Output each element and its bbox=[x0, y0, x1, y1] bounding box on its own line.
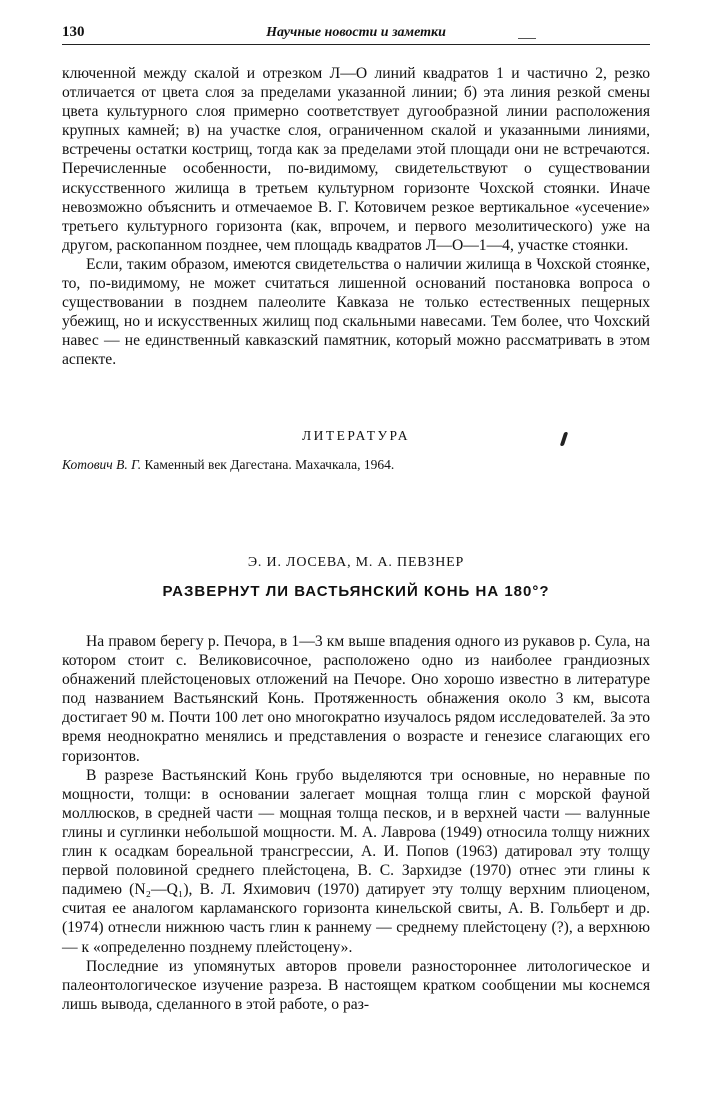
paragraph: На правом берегу р. Печора, в 1—3 км выше впадения одного из рукавов р. Сула, на котором стоит с. Великовисочное, расположено одно из наиболее грандиозных обнажений плейстоценовых отложений на Печоре. Оно хорошо известно в литературе под названием Вастьянский Конь. Протяженность обнажения около 3 км, высота достигает 90 м. Почти 100 лет оно многократно изучалось рядом исследователей. За это время неоднократно менялись и представления о возрасте и генезисе слагающих его горизонтов. bbox=[62, 633, 650, 765]
paragraph: Последние из упомянутых авторов провели разностороннее литологическое и палеонтологическое изучение разреза. В настоящем кратком сообщении мы коснемся лишь вывода, сделанного в этой работе, о раз- bbox=[62, 957, 650, 1013]
article-authors: Э. И. ЛОСЕВА, М. А. ПЕВЗНЕР bbox=[247, 555, 465, 570]
paragraph: Если, таким образом, имеются свидетельства о наличии жилища в Чохской стоянке, то, по-видимому, не может считаться лишенной оснований постановка вопроса о существовании в позднем палеолите Кавказа не только естественных пещерных убежищ, но и искусственных жилищ под скальными навесами. Тем более, что Чохский навес — не единственный кавказский памятник, который можно рассматривать в этом аспекте. bbox=[62, 255, 650, 369]
literature-heading: ЛИТЕРАТУРА bbox=[301, 428, 411, 443]
article-text bbox=[62, 632, 650, 1014]
running-head bbox=[62, 24, 650, 45]
reference-text: Каменный век Дагестана. Махачкала, 1964. bbox=[144, 457, 395, 472]
article-title: РАЗВЕРНУТ ЛИ ВАСТЬЯНСКИЙ КОНЬ НА 180°? bbox=[162, 583, 550, 600]
reference-entry bbox=[62, 457, 650, 473]
page-number: 130 bbox=[62, 24, 85, 40]
print-mark bbox=[518, 38, 536, 39]
previous-article-text bbox=[62, 64, 650, 370]
reference-author: Котович В. Г. bbox=[62, 457, 142, 472]
running-title: Научные новости и заметки bbox=[266, 25, 446, 40]
paragraph: ключенной между скалой и отрезком Л—О линий квадратов 1 и частично 2, резко отличается от цвета слоя за пределами указанной линии; б) эта линия резкой смены цвета культурного слоя примерно соответствует дугообразной линии расположения крупных камней; в) на участке слоя, ограниченном скалой и указанными линиями, встречены остатки кострищ, тогда как за пределами этой площади они не встречаются. Перечисленные особенности, по-видимому, свидетельствуют о существовании искусственного жилища в третьем культурном горизонте Чохской стоянки. Иначе невозможно объяснить и отмечаемое В. Г. Котовичем резкое вертикальное «усечение» третьего культурного горизонта (как, впрочем, и первого мезолитического) уже на другом, раскопанном позднее, чем площадь квадратов Л—О—1—4, участке стоянки. bbox=[62, 65, 650, 254]
paragraph: В разрезе Вастьянский Конь грубо выделяются три основные, но неравные по мощности, толщи: в основании залегает мощная толща глин с морской фауной моллюсков, в средней части — мощная толща песков, и в верхней части — валунные глины и суглинки небольшой мощности. М. А. Лаврова (1949) относила толщу нижних глин к осадкам бореальной трансгрессии, А. И. Попов (1963) датировал эту толщу первой половиной среднего плейстоцена, В. С. Зархидзе (1970) отнес эти глины к падимею (N₂—Q₁), В. Л. Яхимович (1970) датирует эту толщу верхним плиоценом, считая ее аналогом карламанского горизонта кинельской свиты, А. В. Гольберт и др. (1974) отнесли нижнюю часть глин к раннему — среднему плейстоцену (?), а верхнюю — к «определенно позднему плейстоцену». bbox=[62, 766, 650, 956]
